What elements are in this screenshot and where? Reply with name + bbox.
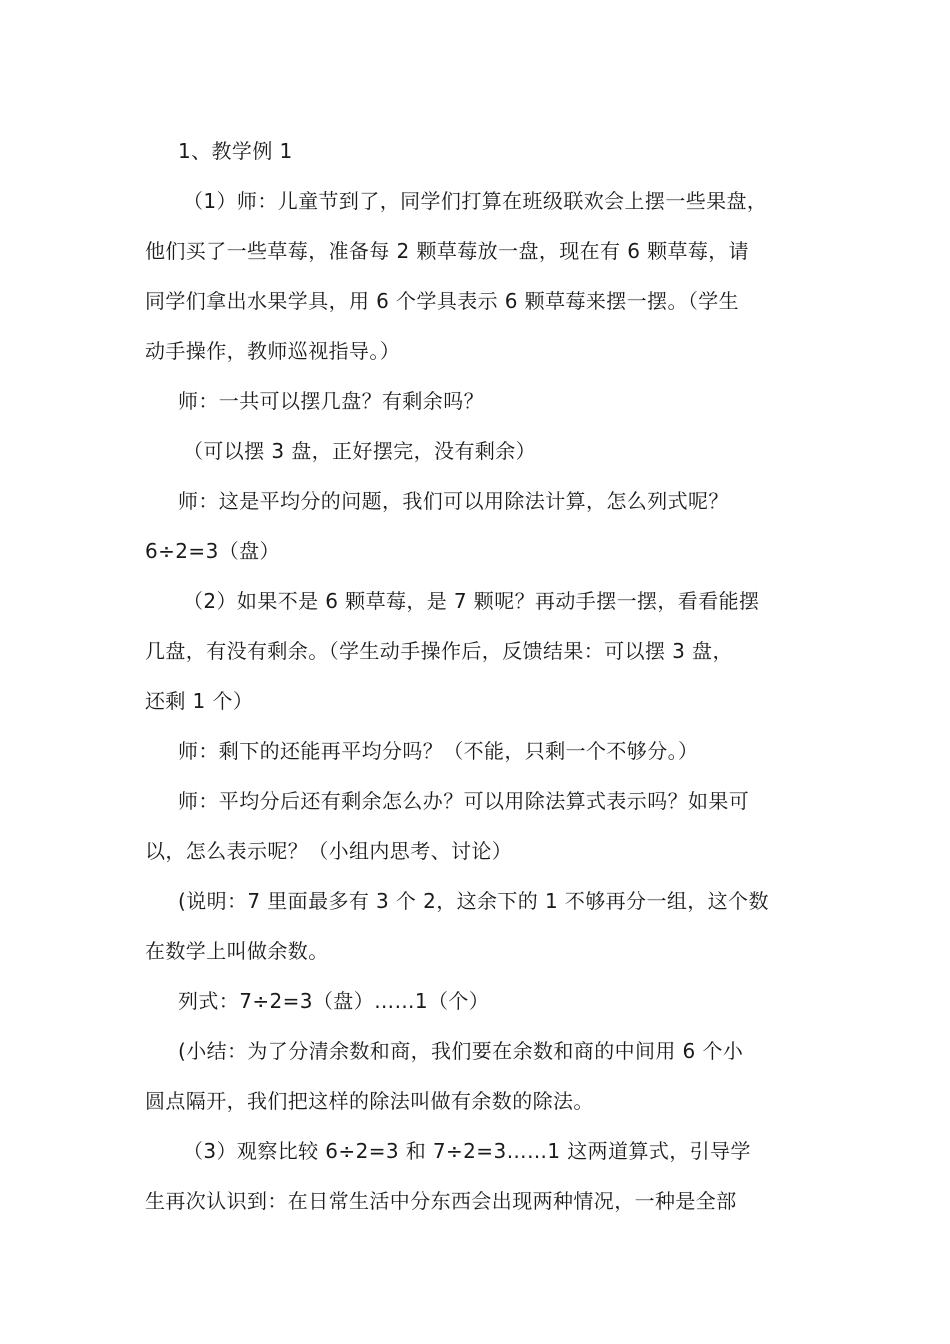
paragraph-line: (说明：7 里面最多有 3 个 2，这余下的 1 不够再分一组，这个数 [178, 889, 769, 913]
paragraph-line: 师：剩下的还能再平均分吗？（不能，只剩一个不够分。） [178, 739, 699, 763]
paragraph-line: 生再次认识到：在日常生活中分东西会出现两种情况，一种是全部 [145, 1189, 737, 1213]
paragraph-line: (小结：为了分清余数和商，我们要在余数和商的中间用 6 个小 [178, 1039, 744, 1063]
paragraph-line: 还剩 1 个） [145, 689, 254, 713]
paragraph-line: （1）师：儿童节到了，同学们打算在班级联欢会上摆一些果盘， [183, 189, 768, 213]
paragraph-line: （2）如果不是 6 颗草莓，是 7 颗呢？再动手摆一摆，看看能摆 [183, 589, 760, 613]
paragraph-line: 以，怎么表示呢？（小组内思考、讨论） [145, 839, 513, 863]
paragraph-line: （可以摆 3 盘，正好摆完，没有剩余） [183, 439, 537, 463]
equation-line: 列式：7÷2=3（盘）……1（个） [178, 989, 490, 1013]
paragraph-line: 动手操作，教师巡视指导。） [145, 339, 401, 363]
paragraph-line: 同学们拿出水果学具，用 6 个学具表示 6 颗草莓来摆一摆。（学生 [145, 289, 740, 313]
paragraph-line: 师：这是平均分的问题，我们可以用除法计算，怎么列式呢？ [178, 489, 729, 513]
paragraph-line: 师：平均分后还有剩余怎么办？可以用除法算式表示吗？如果可 [178, 789, 750, 813]
paragraph-line: 在数学上叫做余数。 [145, 939, 329, 963]
paragraph-line: 师：一共可以摆几盘？有剩余吗？ [178, 389, 484, 413]
paragraph-line: 几盘，有没有剩余。（学生动手操作后，反馈结果：可以摆 3 盘， [145, 639, 733, 663]
paragraph-line: （3）观察比较 6÷2=3 和 7÷2=3……1 这两道算式，引导学 [183, 1139, 751, 1163]
section-heading: 1、教学例 1 [178, 139, 293, 163]
paragraph-line: 圆点隔开，我们把这样的除法叫做有余数的除法。 [145, 1089, 594, 1113]
paragraph-line: 他们买了一些草莓，准备每 2 颗草莓放一盘，现在有 6 颗草莓，请 [145, 239, 750, 263]
equation-line: 6÷2=3（盘） [145, 539, 280, 563]
